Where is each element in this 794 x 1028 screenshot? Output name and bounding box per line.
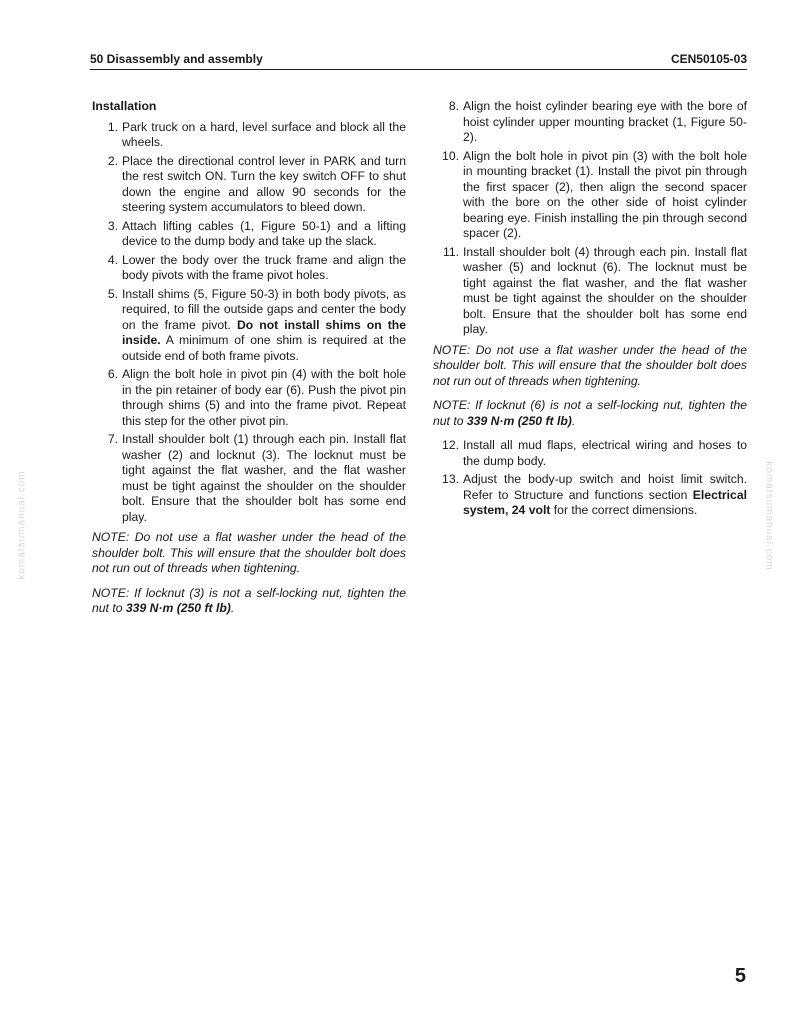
installation-heading: Installation	[92, 99, 157, 113]
step-7: 7. Install shoulder bolt (1) through each pin. Install flat washer (2) and locknut (3). The locknut must be tight against the flat washer, and the flat washer must be tight against the shoulder on the shoulder bolt. Ensure that the shoulder bolt has some end play.	[107, 432, 406, 524]
note-flat-washer: NOTE: Do not use a flat washer under the head of the shoulder bolt. This will ensure that the shoulder bolt does not run out of threads when tightening.	[92, 530, 406, 575]
watermark-left: komatsumanual.com	[16, 470, 28, 580]
page-number: 5	[734, 965, 746, 987]
step-1: 1. Park truck on a hard, level surface and block all the wheels.	[107, 119, 406, 149]
document-code: CEN50105-03	[670, 52, 747, 66]
note-flat-washer-right: NOTE: Do not use a flat washer under the head of the shoulder bolt. This will ensure that the shoulder bolt does not run out of threads when tightening.	[433, 342, 747, 388]
step-10: 10. Align the bolt hole in pivot pin (3) with the bolt hole in mounting bracket (1). Install the pivot pin through the first spacer (2), then align the second spacer with the bore on the other side of hoist cylinder bearing eye. Finish installing the pin through second spacer (2).	[442, 148, 747, 240]
step-6: 6. Align the bolt hole in pivot pin (4) with the bolt hole in the pin retainer of body ear (6). Push the pivot pin through shims (5) and into the frame pivot. Repeat this step for the other pivot pin.	[107, 367, 406, 428]
note-locknut-torque-right: NOTE: If locknut (6) is not a self-locking nut, tighten the nut to 339 N·m (250 ft lb).	[433, 398, 747, 428]
note-locknut-torque: NOTE: If locknut (3) is not a self-locking nut, tighten the nut to 339 N·m (250 ft lb).	[92, 585, 406, 615]
right-column	[433, 99, 747, 522]
section-title: 50 Disassembly and assembly	[90, 52, 263, 66]
step-11: 11. Install shoulder bolt (4) through each pin. Install flat washer (5) and locknut (6). The locknut must be tight against the flat washer, and the flat washer must be tight against the shoulder on the shoulder bolt. Ensure that the shoulder bolt has some end play.	[442, 244, 747, 336]
watermark-right: komatsumanual.com	[763, 461, 775, 571]
installation-steps-right	[433, 99, 747, 338]
step-8: 8. Align the hoist cylinder bearing eye with the bore of hoist cylinder upper mounting bracket (1, Figure 50-2).	[448, 99, 747, 144]
step-4: 4. Lower the body over the truck frame and align the body pivots with the frame pivot holes.	[107, 252, 406, 282]
left-column	[92, 99, 406, 626]
step-3: 3. Attach lifting cables (1, Figure 50-1) and a lifting device to the dump body and take up the slack.	[107, 218, 406, 248]
installation-steps-right-end	[433, 438, 747, 519]
installation-steps-left	[92, 120, 406, 526]
step-5: 5. Install shims (5, Figure 50-3) in both body pivots, as required, to fill the outside gaps and center the body on the frame pivot. Do not install shims on the inside. A minimum of one shim is required at the outside end of both frame pivots.	[107, 286, 406, 363]
step-2: 2. Place the directional control lever in PARK and turn the rest switch ON. Turn the key switch OFF to shut down the engine and allow 90 seconds for the steering system accumulators to bleed down.	[107, 153, 406, 214]
step-13: 13. Adjust the body-up switch and hoist limit switch. Refer to Structure and functions section Electrical system, 24 volt for the correct dimensions.	[442, 472, 747, 517]
page-header	[90, 52, 747, 70]
step-12: 12. Install all mud flaps, electrical wiring and hoses to the dump body.	[442, 438, 747, 468]
